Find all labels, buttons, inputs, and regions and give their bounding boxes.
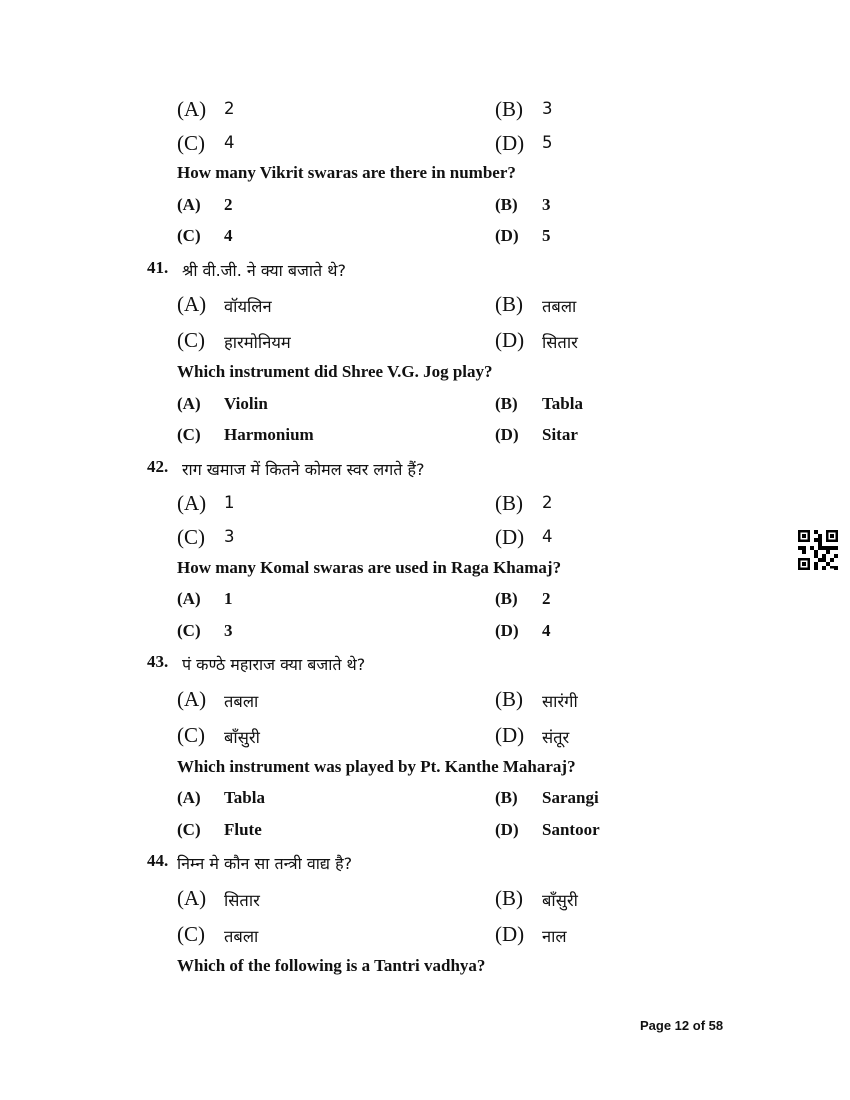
question-text: श्री वी.जी. ने क्या बजाते थे? xyxy=(182,261,346,280)
options-row xyxy=(0,589,850,619)
question-hindi xyxy=(0,457,850,487)
question-hindi xyxy=(0,652,850,682)
option-text: Violin xyxy=(224,394,268,413)
options-row xyxy=(0,195,850,225)
option-label: (A) xyxy=(177,788,201,807)
option-label: (C) xyxy=(177,226,201,245)
question-english xyxy=(0,362,850,392)
option-label: (C) xyxy=(177,131,205,155)
question-text: Which instrument did Shree V.G. Jog play? xyxy=(177,362,493,381)
option-label: (C) xyxy=(177,621,201,640)
question-english xyxy=(0,757,850,787)
option-text: वॉयलिन xyxy=(224,297,272,316)
question-hindi xyxy=(0,258,850,288)
option-text: 2 xyxy=(542,589,551,608)
option-text: Santoor xyxy=(542,820,600,839)
option-label: (D) xyxy=(495,723,525,747)
options-row xyxy=(0,621,850,651)
option-label: (C) xyxy=(177,525,205,549)
question-text: How many Vikrit swaras are there in number? xyxy=(177,163,516,182)
option-text: 4 xyxy=(224,133,235,152)
options-row xyxy=(0,525,850,555)
options-row xyxy=(0,292,850,322)
question-number: 42. xyxy=(147,457,169,476)
option-text: 4 xyxy=(542,527,553,546)
option-label: (B) xyxy=(495,788,518,807)
question-english xyxy=(0,163,850,193)
option-text: संतूर xyxy=(542,728,570,747)
option-label: (D) xyxy=(495,525,525,549)
question-number: 41. xyxy=(147,258,169,277)
option-label: (B) xyxy=(495,886,523,910)
option-label: (A) xyxy=(177,589,201,608)
option-text: तबला xyxy=(224,692,259,711)
option-text: बाँसुरी xyxy=(224,728,260,747)
qr-code-icon xyxy=(798,530,838,570)
option-label: (C) xyxy=(177,328,205,352)
options-row xyxy=(0,723,850,753)
option-text: हारमोनियम xyxy=(224,333,291,352)
option-label: (B) xyxy=(495,491,523,515)
option-label: (A) xyxy=(177,687,207,711)
page-number: Page 12 of 58 xyxy=(640,1018,724,1033)
option-label: (C) xyxy=(177,425,201,444)
question-text: राग खमाज में कितने कोमल स्वर लगते हैं? xyxy=(182,460,425,479)
options-row xyxy=(0,394,850,424)
options-row xyxy=(0,328,850,358)
option-label: (D) xyxy=(495,425,519,444)
options-row xyxy=(0,820,850,850)
option-label: (D) xyxy=(495,131,525,155)
option-label: (D) xyxy=(495,621,519,640)
option-label: (C) xyxy=(177,723,205,747)
option-label: (A) xyxy=(177,394,201,413)
option-text: Sarangi xyxy=(542,788,599,807)
option-label: (C) xyxy=(177,820,201,839)
option-text: 5 xyxy=(542,133,553,152)
option-text: Tabla xyxy=(224,788,265,807)
question-text: निम्न मे कौन सा तन्त्री वाद्य है? xyxy=(177,854,353,873)
options-row xyxy=(0,788,850,818)
option-text: 3 xyxy=(224,527,235,546)
option-text: तबला xyxy=(224,927,259,946)
option-label: (D) xyxy=(495,922,525,946)
option-text: 3 xyxy=(224,621,233,640)
option-label: (B) xyxy=(495,394,518,413)
options-row xyxy=(0,922,850,952)
option-label: (A) xyxy=(177,195,201,214)
options-row xyxy=(0,97,850,127)
option-text: 4 xyxy=(542,621,551,640)
options-row xyxy=(0,687,850,717)
option-text: 2 xyxy=(224,99,235,118)
option-text: 1 xyxy=(224,493,235,512)
option-label: (B) xyxy=(495,589,518,608)
option-label: (B) xyxy=(495,195,518,214)
option-label: (A) xyxy=(177,97,207,121)
option-label: (D) xyxy=(495,226,519,245)
question-number: 43. xyxy=(147,652,169,671)
option-text: 4 xyxy=(224,226,233,245)
option-text: तबला xyxy=(542,297,577,316)
question-text: Which of the following is a Tantri vadhya? xyxy=(177,956,486,975)
option-text: 2 xyxy=(542,493,553,512)
option-text: 5 xyxy=(542,226,551,245)
option-text: सितार xyxy=(542,333,578,352)
options-row xyxy=(0,886,850,916)
question-number: 44. xyxy=(147,851,169,870)
option-label: (A) xyxy=(177,292,207,316)
option-text: सारंगी xyxy=(542,692,578,711)
option-text: Tabla xyxy=(542,394,583,413)
option-text: 1 xyxy=(224,589,233,608)
option-label: (D) xyxy=(495,820,519,839)
question-text: Which instrument was played by Pt. Kanthe Maharaj? xyxy=(177,757,576,776)
option-text: Harmonium xyxy=(224,425,314,444)
question-hindi xyxy=(0,851,850,881)
option-label: (A) xyxy=(177,886,207,910)
question-text: How many Komal swaras are used in Raga Khamaj? xyxy=(177,558,562,577)
options-row xyxy=(0,131,850,161)
option-text: 3 xyxy=(542,195,551,214)
options-row xyxy=(0,425,850,455)
options-row xyxy=(0,226,850,256)
option-text: सितार xyxy=(224,891,260,910)
option-label: (B) xyxy=(495,292,523,316)
question-text: पं कण्ठे महाराज क्या बजाते थे? xyxy=(182,655,366,674)
option-label: (B) xyxy=(495,687,523,711)
option-text: 3 xyxy=(542,99,553,118)
options-row xyxy=(0,491,850,521)
option-label: (C) xyxy=(177,922,205,946)
option-text: बाँसुरी xyxy=(542,891,578,910)
option-label: (A) xyxy=(177,491,207,515)
option-label: (B) xyxy=(495,97,523,121)
option-label: (D) xyxy=(495,328,525,352)
question-english xyxy=(0,956,850,986)
option-text: 2 xyxy=(224,195,233,214)
option-text: नाल xyxy=(542,927,567,946)
question-english xyxy=(0,558,850,588)
option-text: Sitar xyxy=(542,425,578,444)
option-text: Flute xyxy=(224,820,262,839)
